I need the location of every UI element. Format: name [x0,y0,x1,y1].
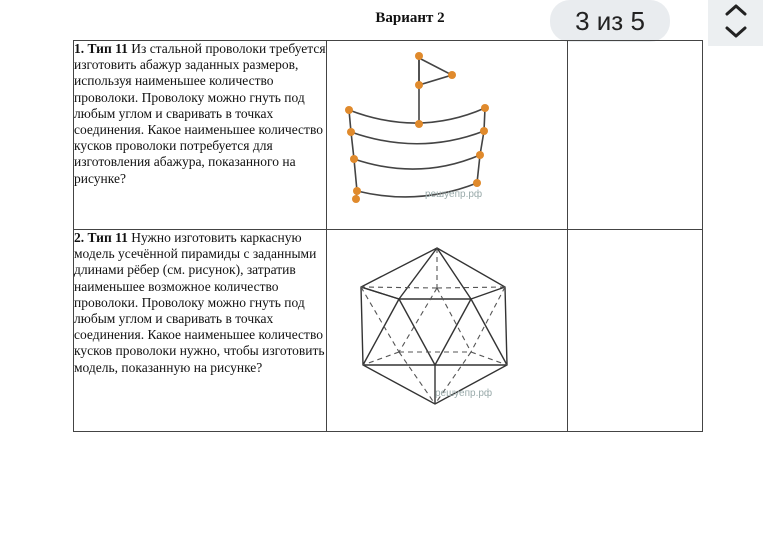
task-row [74,230,703,432]
answer-cell[interactable] [568,41,703,230]
task-type: Тип 11 [87,230,128,245]
icosahedron-wire-figure [327,230,567,431]
watermark: решуепр.рф [435,388,493,399]
task-figure-cell [327,41,568,230]
task-text-cell [74,230,327,432]
task-row [74,41,703,230]
task-type: Тип 11 [87,41,128,56]
chevron-up-icon[interactable] [727,6,745,14]
task-number: 2. [74,230,85,245]
task-text: Из стальной проволоки требуется изготовить абажур заданных размеров, используя наименьшее количество проволоки. Проволоку можно гнуть под любым углом и сваривать в точках соединения. Какое наименьшее количество кусков проволоки потребуется для изготовления абажура, показанного на рисунке? [74,41,326,186]
tasks-table [73,40,703,432]
task-text: Нужно изготовить каркасную модель усечённой пирамиды с заданными длинами рёбер (см. рисунок), затратив наименьшее возможное количество проволоки. Проволоку можно гнуть под любым углом и сваривать в точках соединения. Какое наименьшее количество кусков проволоки нужно, чтобы изготовить модель, показанную на рисунке? [74,230,325,375]
lampshade-wire-figure [327,41,567,229]
answer-cell[interactable] [568,230,703,432]
page-nav[interactable] [708,0,763,46]
variant-title: Вариант 2 [375,10,445,26]
watermark: решуепр.рф [425,189,483,200]
page-counter: 3 из 5 [550,0,670,42]
chevron-down-icon[interactable] [727,28,745,36]
task-text-cell [74,41,327,230]
task-figure-cell [327,230,568,432]
task-number: 1. [74,41,85,56]
